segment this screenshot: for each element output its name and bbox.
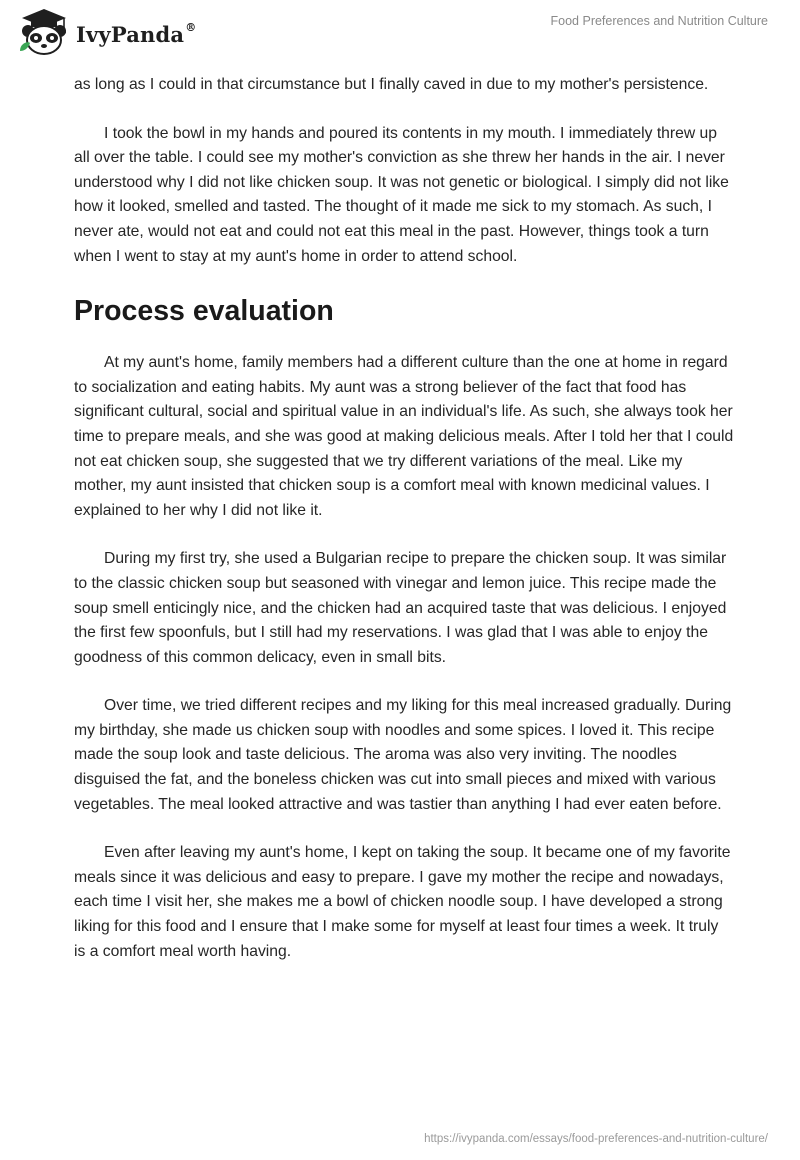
paragraph: I took the bowl in my hands and poured its contents in my mouth. I immediately threw up all over the table. I could see my mother's conviction as she threw her hands in the air. I never understood why I did not like chicken soup. It was not genetic or biological. I simply did not like how it looked, smelled and tasted. The thought of it made me sick to my stomach. As such, I never ate, would not eat and could not eat this meal in the past. However, things took a turn when I went to stay at my aunt's home in order to attend school. (74, 124, 729, 265)
paragraph: Even after leaving my aunt's home, I kept on taking the soup. It became one of my favorite meals since it was delicious and easy to prepare. I gave my mother the recipe and nowadays, each time I visit her, she makes me a bowl of chicken noodle soup. I have developed a strong liking for this food and I ensure that I make some for myself at least four times a week. It truly is a comfort meal worth having. (74, 844, 731, 960)
document-title: Food Preferences and Nutrition Culture (550, 14, 768, 28)
paragraph: At my aunt's home, family members had a different culture than the one at home in regard to socialization and eating habits. My aunt was a strong believer of the fact that food has significant cultural, social and spiritual value in an individual's life. As such, she always took her time to prepare meals, and she was good at making delicious meals. After I told her that I could not eat chicken soup, she suggested that we try different variations of the meal. Like my mother, my aunt insisted that chicken soup is a comfort meal with known medicinal values. I explained to her why I did not like it. (74, 354, 734, 519)
registered-mark: ® (185, 20, 197, 34)
paragraph: Over time, we tried different recipes and my liking for this meal increased gradually. During my birthday, she made us chicken soup with noodles and some spices. I loved it. This recipe made the soup look and taste delicious. The aroma was also very inviting. The noodles disguised the fat, and the boneless chicken was cut into small pieces and mixed with various vegetables. The meal looked attractive and was tastier than anything I had ever eaten before. (74, 697, 732, 813)
source-url-link[interactable]: https://ivypanda.com/essays/food-preferences-and-nutrition-culture/ (424, 1133, 768, 1145)
page-header (0, 0, 800, 64)
panda-graduate-icon (14, 7, 74, 57)
paragraph: During my first try, she used a Bulgarian recipe to prepare the chicken soup. It was similar to the classic chicken soup but seasoned with vinegar and lemon juice. This recipe made the soup smell enticingly nice, and the chicken had an acquired taste that was delicious. I enjoyed the first few spoonfuls, but I still had my reservations. I was glad that I was able to enjoy the goodness of this common delicacy, even in small bits. (74, 550, 727, 666)
ivypanda-logo[interactable] (14, 7, 196, 57)
logo-text: IvyPanda® (76, 20, 197, 47)
paragraph: as long as I could in that circumstance but I finally caved in due to my mother's persistence. (74, 76, 709, 93)
essay-body (74, 73, 734, 988)
section-heading: Process evaluation (74, 295, 334, 328)
